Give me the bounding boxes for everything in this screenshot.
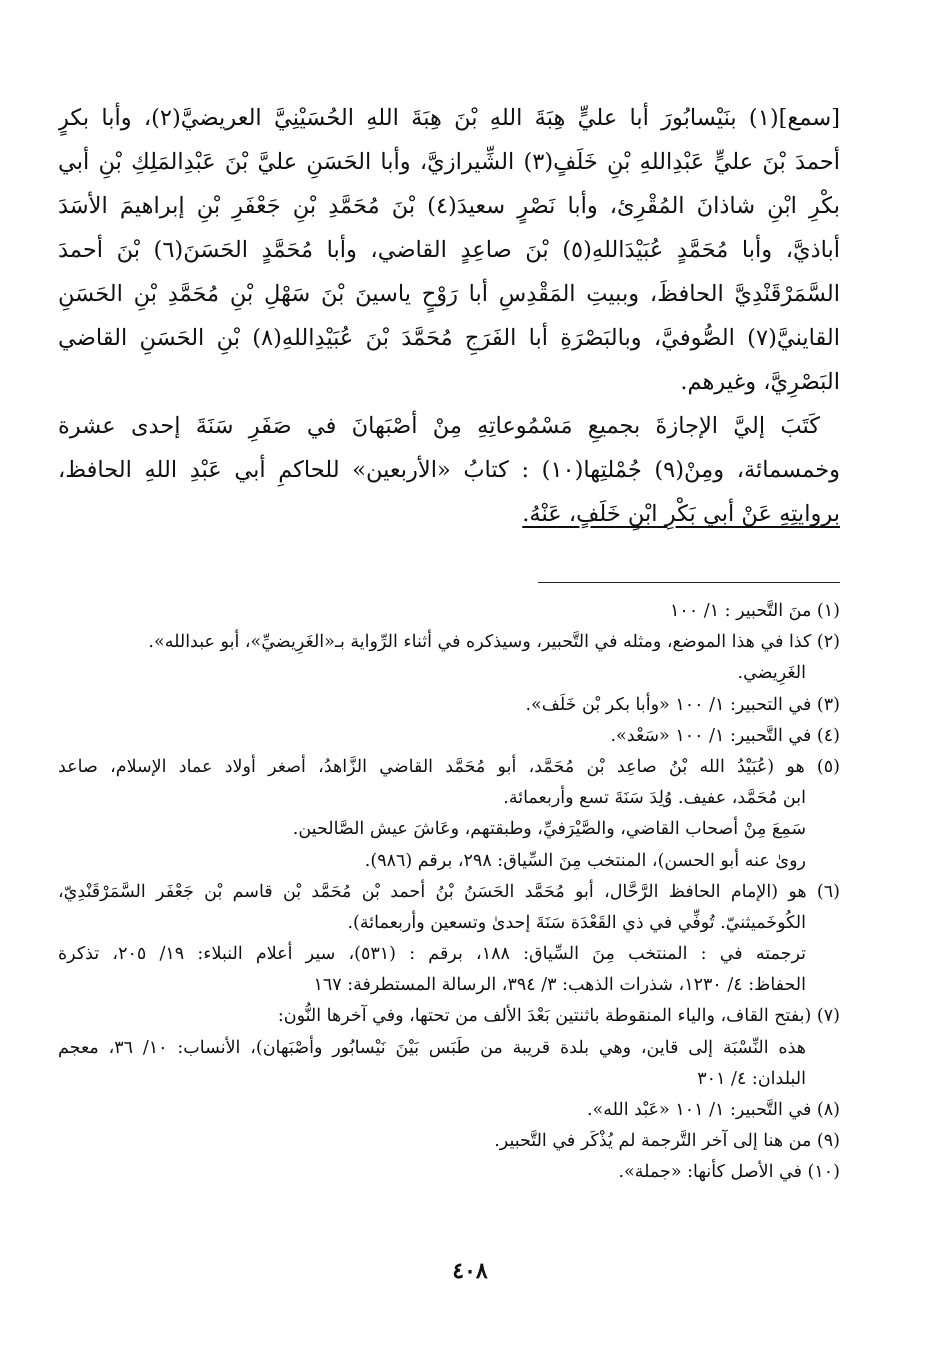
footnote-separator	[538, 582, 840, 583]
main-text-line: السَّمَرْقَنْدِيَّ الحافظَ، وببيتِ المَقْدِسِ أبا رَوْحٍ ياسينَ بْنَ سَهْلِ بْنِ مُحَمَّدِ بْنِ الحَسَنِ	[58, 281, 840, 307]
footnotes-block	[58, 596, 840, 1189]
footnote-line: الغَرِيضي.	[737, 663, 806, 684]
footnote-line: (٧) (بفتح القاف، والياء المنقوطة باثنتين بَعْدَ الألف من تحتها، وفي آخرها النُّون:	[277, 1006, 840, 1027]
footnote-line: روىٰ عنه أبو الحسن)، المنتخب مِنَ السِّياق: ٢٩٨، برقم (٩٨٦).	[364, 850, 806, 871]
main-text-line: [سمع](١) بنَيْسابُورَ أبا عليٍّ هِبَةَ اللهِ بْنَ هِبَةَ اللهِ الحُسَيْنِيَّ العريضيَّ(٢)، وأبا بكرٍ	[58, 105, 840, 131]
footnote-line: (٣) في التحبير: ١/ ١٠٠ «وأبا بكر بْن خَلَف».	[525, 694, 840, 715]
footnote-line: سَمِعَ مِنْ أصحاب القاضي، والصَّيْرَفيِّ، وطبقتهم، وعَاشَ عيش الصَّالحين.	[292, 819, 806, 840]
footnote-line: البلدان: ٤/ ٣٠١	[697, 1068, 806, 1089]
footnote-line: هذه النِّسْبَة إلى قاين، وهي بلدة قريبة من طَبَس بَيْنَ نَيْسابُور وأصْبَهان)، الأنساب: ١٠/ ٣٦، معجم	[58, 1037, 806, 1058]
main-text-block	[58, 96, 840, 536]
footnote-line: (٢) كذا في هذا الموضع، ومثله في التَّحبير، وسيذكره في أثناء الرِّواية بـ«الغَرِيضيِّ»، أبو عبدالله».	[148, 632, 840, 653]
footnote-line: ابن مُحَمَّد، عفيف. وُلِدَ سَنَةَ تسع وأربعمائة.	[503, 788, 806, 809]
main-text-line: أحمدَ بْنَ عليٍّ عَبْدِاللهِ بْنِ خَلَفٍ(٣) الشِّيرازيَّ، وأبا الحَسَنِ عليَّ بْنَ عَبْدِالمَلِكِ بْنِ أبي	[58, 149, 840, 175]
footnote-line: (٦) هو (الإمام الحافظ الرَّحَّال، أبو مُحَمَّد الحَسَنُ بْنُ أحمد بْن مُحَمَّد بْن قاسم بْن جَعْفَر السَّمَرْقَنْدِيّ،	[58, 881, 840, 902]
footnote-line: (٥) هو (عُبَيْدُ الله بْنُ صاعِد بْن مُحَمَّد، أبو مُحَمَّد القاضي الزَّاهدُ، أصغر أولاد عماد الإسلام، صاعد	[58, 756, 840, 777]
main-text-line: بروايتِهِ عَنْ أبي بَكْرِ ابْنِ خَلَفٍ، عَنْهُ.	[522, 501, 840, 527]
main-text-line: أباذيَّ، وأبا مُحَمَّدٍ عُبَيْدَاللهِ(٥) بْنَ صاعِدٍ القاضي، وأبا مُحَمَّدٍ الحَسَنَ(٦) بْنَ أحمدَ	[58, 237, 840, 263]
footnote-line: (٩) من هنا إلى آخر التَّرجمة لم يُذْكَر في التَّحبير.	[494, 1131, 840, 1152]
main-text-line: كَتَبَ إليَّ الإجازةَ بجميعِ مَسْمُوعاتِهِ مِنْ أصْبَهانَ في صَفَرِ سَنَةَ إحدى عشرة	[58, 413, 820, 439]
main-text-line: البَصْرِيَّ، وغيرهم.	[680, 369, 840, 395]
footnote-line: الكُوخَميثنيّ. تُوفِّي في ذي القَعْدَة سَنَةَ إحدىٰ وتسعين وأربعمائة).	[347, 912, 806, 933]
footnote-line: الحفاظ: ٤/ ١٢٣٠، شذرات الذهب: ٣/ ٣٩٤، الرسالة المستطرفة: ١٦٧	[313, 975, 806, 996]
page-number: ٤٠٨	[452, 1258, 488, 1284]
main-text-line: بكْرِ ابْنِ شاذانَ المُقْرِئ، وأبا نَصْرٍ سعيدَ(٤) بْنَ مُحَمَّدِ بْنِ جَعْفَرِ بْنِ إبراهيمَ الأسَدَ	[58, 193, 840, 219]
footnote-line: (١) منَ التَّحبير : ١/ ١٠٠	[670, 601, 840, 621]
footnote-line: (٨) في التَّحبير: ١/ ١٠١ «عَبْد الله».	[586, 1100, 840, 1120]
footnote-line: (٤) في التَّحبير: ١/ ١٠٠ «سَعْد».	[610, 725, 840, 746]
footnote-line: ترجمته في : المنتخب مِنَ السِّياق: ١٨٨، برقم : (٥٣١)، سير أعلام النبلاء: ١٩/ ٢٠٥، تذكرة	[58, 944, 806, 965]
main-text-line: القاينيَّ(٧) الصُّوفيَّ، وبالبَصْرَةِ أبا الفَرَجِ مُحَمَّدَ بْنَ عُبَيْدِاللهِ(٨) بْنِ الحَسَنِ القاضي	[58, 325, 840, 351]
main-text-line: وخمسمائة، ومِنْ(٩) جُمْلتِها(١٠) : كتابُ «الأربعين» للحاكمِ أبي عَبْدِ اللهِ الحافظ،	[58, 457, 840, 483]
footnote-line: (١٠) في الأصل كأنها: «جملة».	[618, 1162, 840, 1183]
